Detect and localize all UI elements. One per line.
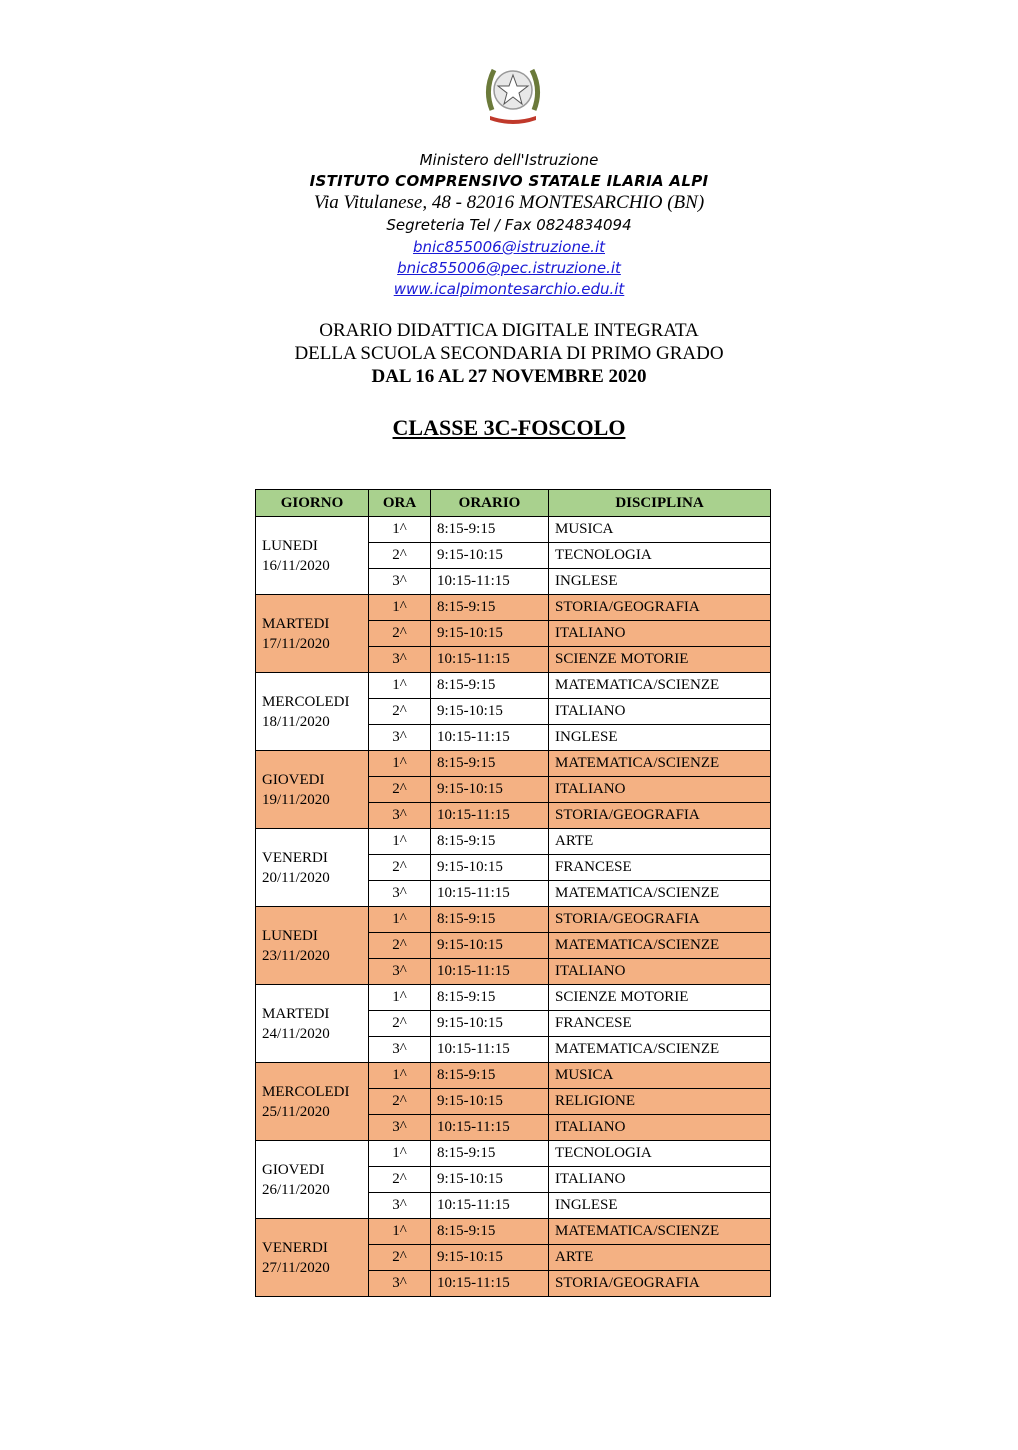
subject-cell: MATEMATICA/SCIENZE [549,673,771,699]
pec-link[interactable]: bnic855006@pec.istruzione.it [397,259,621,277]
time-cell: 8:15-9:15 [431,907,549,933]
subject-cell: MUSICA [549,517,771,543]
subject-cell: STORIA/GEOGRAFIA [549,803,771,829]
day-date: 26/11/2020 [262,1181,330,1198]
day-name: LUNEDI [262,927,318,944]
subject-cell: INGLESE [549,1193,771,1219]
day-cell [256,1219,369,1297]
subject-cell: STORIA/GEOGRAFIA [549,595,771,621]
time-cell: 8:15-9:15 [431,673,549,699]
hour-cell: 1^ [369,907,431,933]
day-date: 16/11/2020 [262,557,330,574]
table-row [256,673,771,699]
schedule-table [255,489,771,1297]
subject-cell: ITALIANO [549,959,771,985]
hour-cell: 3^ [369,1271,431,1297]
time-cell: 10:15-11:15 [431,881,549,907]
time-cell: 9:15-10:15 [431,543,549,569]
subject-cell: STORIA/GEOGRAFIA [549,907,771,933]
day-cell [256,595,369,673]
subject-cell: ITALIANO [549,777,771,803]
hour-cell: 2^ [369,777,431,803]
title-line-1: ORARIO DIDATTICA DIGITALE INTEGRATA [319,320,699,341]
time-cell: 10:15-11:15 [431,1115,549,1141]
day-date: 27/11/2020 [262,1259,330,1276]
subject-cell: SCIENZE MOTORIE [549,985,771,1011]
table-header-row [256,490,771,517]
subject-cell: INGLESE [549,569,771,595]
hour-cell: 3^ [369,881,431,907]
subject-cell: ITALIANO [549,1115,771,1141]
day-date: 23/11/2020 [262,947,330,964]
day-name: VENERDI [262,1239,328,1256]
subject-cell: ITALIANO [549,1167,771,1193]
subject-cell: MATEMATICA/SCIENZE [549,881,771,907]
table-row [256,517,771,543]
day-cell [256,829,369,907]
day-name: MERCOLEDI [262,1083,350,1100]
hour-cell: 3^ [369,1115,431,1141]
subject-cell: ARTE [549,1245,771,1271]
time-cell: 9:15-10:15 [431,933,549,959]
title-dates: DAL 16 AL 27 NOVEMBRE 2020 [371,366,647,387]
subject-cell: RELIGIONE [549,1089,771,1115]
time-cell: 9:15-10:15 [431,1089,549,1115]
subject-cell: TECNOLOGIA [549,543,771,569]
time-cell: 8:15-9:15 [431,1141,549,1167]
day-name: MERCOLEDI [262,693,350,710]
column-header-giorno: GIORNO [256,490,369,517]
hour-cell: 2^ [369,933,431,959]
time-cell: 10:15-11:15 [431,1037,549,1063]
time-cell: 8:15-9:15 [431,1219,549,1245]
title-line-2: DELLA SCUOLA SECONDARIA DI PRIMO GRADO [294,343,724,364]
time-cell: 9:15-10:15 [431,621,549,647]
column-header-disciplina: DISCIPLINA [549,490,771,517]
day-name: LUNEDI [262,537,318,554]
hour-cell: 2^ [369,543,431,569]
day-cell [256,751,369,829]
hour-cell: 3^ [369,959,431,985]
hour-cell: 2^ [369,621,431,647]
subject-cell: ARTE [549,829,771,855]
day-name: MARTEDI [262,615,330,632]
subject-cell: FRANCESE [549,1011,771,1037]
column-header-ora: ORA [369,490,431,517]
subject-cell: ITALIANO [549,699,771,725]
subject-cell: FRANCESE [549,855,771,881]
day-date: 20/11/2020 [262,869,330,886]
time-cell: 8:15-9:15 [431,517,549,543]
republic-emblem-logo [482,60,544,126]
subject-cell: MUSICA [549,1063,771,1089]
table-row [256,751,771,777]
time-cell: 8:15-9:15 [431,1063,549,1089]
subject-cell: MATEMATICA/SCIENZE [549,933,771,959]
hour-cell: 1^ [369,829,431,855]
day-cell [256,985,369,1063]
day-cell [256,1063,369,1141]
hour-cell: 1^ [369,595,431,621]
day-name: VENERDI [262,849,328,866]
subject-cell: SCIENZE MOTORIE [549,647,771,673]
day-cell [256,1141,369,1219]
table-row [256,1063,771,1089]
hour-cell: 1^ [369,1063,431,1089]
email-link[interactable]: bnic855006@istruzione.it [412,238,605,256]
website-link[interactable]: www.icalpimontesarchio.edu.it [393,280,625,298]
time-cell: 10:15-11:15 [431,959,549,985]
day-date: 25/11/2020 [262,1103,330,1120]
hour-cell: 2^ [369,1245,431,1271]
hour-cell: 3^ [369,803,431,829]
time-cell: 9:15-10:15 [431,1167,549,1193]
hour-cell: 1^ [369,1219,431,1245]
time-cell: 10:15-11:15 [431,803,549,829]
time-cell: 9:15-10:15 [431,855,549,881]
time-cell: 10:15-11:15 [431,647,549,673]
column-header-orario: ORARIO [431,490,549,517]
day-name: MARTEDI [262,1005,330,1022]
hour-cell: 3^ [369,647,431,673]
phone-number: Segreteria Tel / Fax 0824834094 [386,216,632,234]
day-cell [256,673,369,751]
table-row [256,829,771,855]
ministry-name: Ministero dell'Istruzione [419,151,599,169]
time-cell: 10:15-11:15 [431,569,549,595]
table-row [256,985,771,1011]
subject-cell: STORIA/GEOGRAFIA [549,1271,771,1297]
hour-cell: 2^ [369,699,431,725]
day-name: GIOVEDI [262,1161,325,1178]
day-date: 17/11/2020 [262,635,330,652]
table-row [256,907,771,933]
hour-cell: 3^ [369,1037,431,1063]
school-name: ISTITUTO COMPRENSIVO STATALE ILARIA ALPI [309,172,709,190]
hour-cell: 1^ [369,517,431,543]
hour-cell: 3^ [369,1193,431,1219]
hour-cell: 1^ [369,985,431,1011]
subject-cell: INGLESE [549,725,771,751]
day-cell [256,517,369,595]
time-cell: 8:15-9:15 [431,829,549,855]
day-name: GIOVEDI [262,771,325,788]
time-cell: 10:15-11:15 [431,1271,549,1297]
school-address: Via Vitulanese, 48 - 82016 MONTESARCHIO (BN) [313,192,705,213]
hour-cell: 3^ [369,569,431,595]
hour-cell: 1^ [369,673,431,699]
hour-cell: 2^ [369,855,431,881]
hour-cell: 1^ [369,751,431,777]
time-cell: 9:15-10:15 [431,1011,549,1037]
day-cell [256,907,369,985]
subject-cell: MATEMATICA/SCIENZE [549,1037,771,1063]
hour-cell: 2^ [369,1167,431,1193]
subject-cell: MATEMATICA/SCIENZE [549,751,771,777]
time-cell: 8:15-9:15 [431,595,549,621]
class-title: CLASSE 3C-FOSCOLO [392,415,626,440]
hour-cell: 2^ [369,1011,431,1037]
time-cell: 10:15-11:15 [431,725,549,751]
time-cell: 10:15-11:15 [431,1193,549,1219]
time-cell: 8:15-9:15 [431,985,549,1011]
subject-cell: TECNOLOGIA [549,1141,771,1167]
time-cell: 9:15-10:15 [431,699,549,725]
table-row [256,1219,771,1245]
time-cell: 8:15-9:15 [431,751,549,777]
table-row [256,595,771,621]
time-cell: 9:15-10:15 [431,1245,549,1271]
subject-cell: ITALIANO [549,621,771,647]
day-date: 19/11/2020 [262,791,330,808]
day-date: 24/11/2020 [262,1025,330,1042]
subject-cell: MATEMATICA/SCIENZE [549,1219,771,1245]
hour-cell: 3^ [369,725,431,751]
hour-cell: 1^ [369,1141,431,1167]
table-row [256,1141,771,1167]
hour-cell: 2^ [369,1089,431,1115]
time-cell: 9:15-10:15 [431,777,549,803]
day-date: 18/11/2020 [262,713,330,730]
